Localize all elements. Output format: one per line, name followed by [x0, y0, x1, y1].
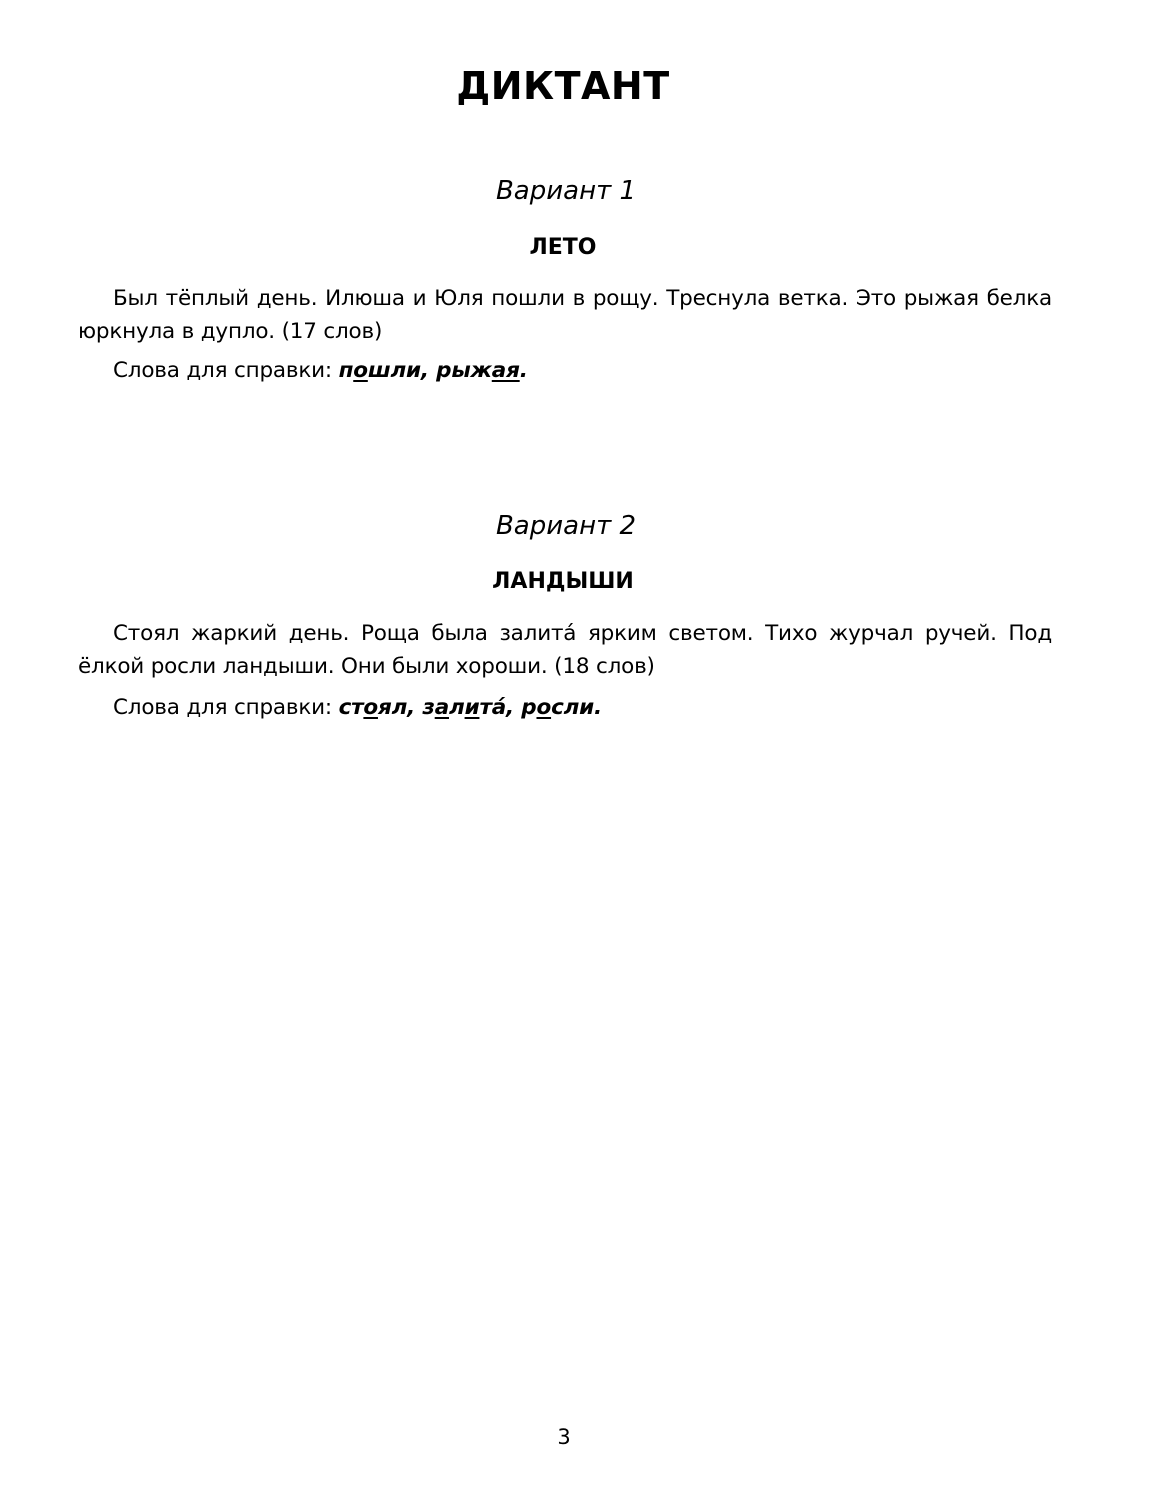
page-title: ДИКТАНТ [456, 64, 670, 108]
variant-1-hint [113, 358, 528, 383]
hint-label: Слова для справки: [113, 695, 339, 720]
hint-words: стоял, залита́, росли. [338, 695, 602, 720]
hint-words: пошли, рыжая. [338, 358, 528, 383]
variant-2-text: Стоял жаркий день. Роща была залита́ ярким светом. Тихо журчал ручей. Под ёлкой росли ландыши. Они были хороши. (18 слов) [78, 621, 1052, 679]
hint-label: Слова для справки: [113, 358, 339, 383]
variant-1-text: Был тёплый день. Илюша и Юля пошли в рощу. Треснула ветка. Это рыжая белка юркнула в дупло. (17 слов) [78, 286, 1052, 344]
variant-1-label: Вариант 1 [495, 176, 637, 206]
variant-1-heading: ЛЕТО [529, 235, 597, 260]
variant-2-heading: ЛАНДЫШИ [492, 569, 634, 594]
page-number: 3 [557, 1425, 571, 1449]
variant-2-hint [113, 695, 602, 720]
variant-2-label: Вариант 2 [495, 511, 637, 541]
